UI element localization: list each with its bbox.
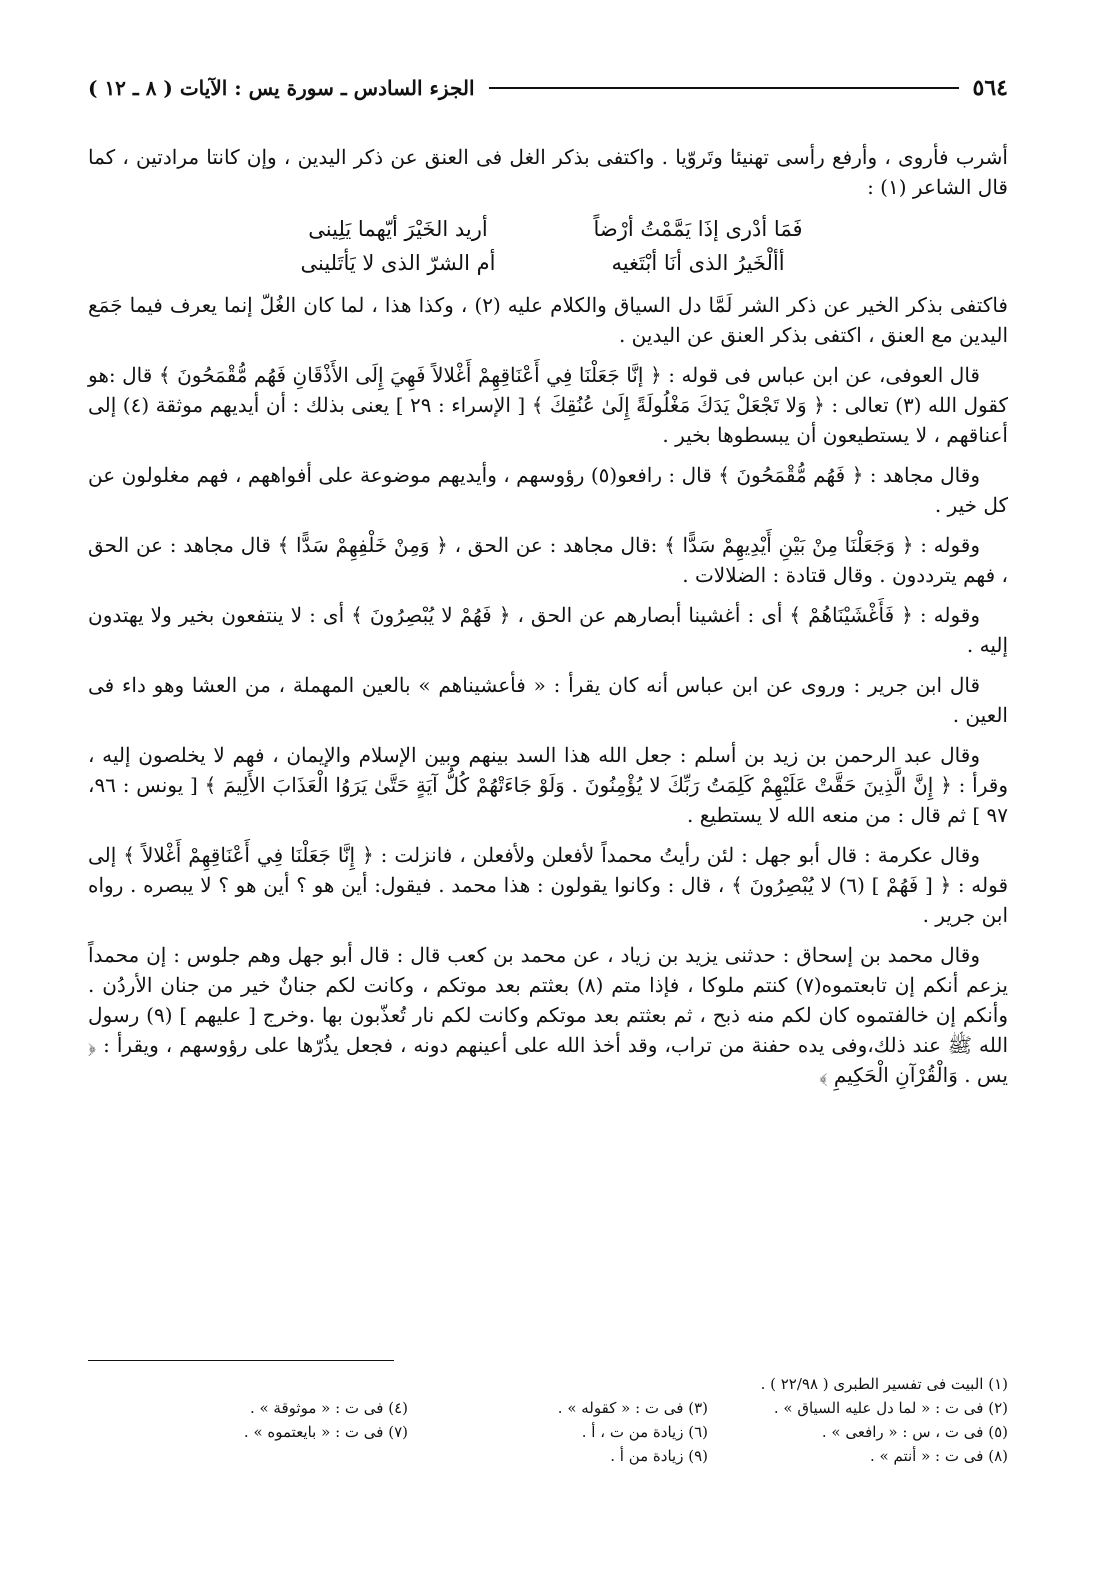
verse-second-hemistich: أريد الخَيْرَ أيّهما يَلِينى bbox=[308, 217, 488, 241]
poem-verse bbox=[88, 246, 1008, 280]
paragraph: وقال عكرمة : قال أبو جهل : لئن رأيتُ محمداً لأفعلن ولأفعلن ، فانزلت : ﴿ إِنَّا جَعَلْنَا فِي أَعْنَاقِهِمْ أَغْلالاً ﴾ إلى قوله : ﴿ [ فَهُمْ ] (٦) لا يُبْصِرُونَ ﴾ ، قال : وكانوا يقولون : هذا محمد . فيقول: أين هو ؟ أين هو ؟ لا يبصره . رواه ابن جرير . bbox=[88, 843, 1009, 927]
paragraph: وقوله : ﴿ فَأَغْشَيْنَاهُمْ ﴾ أى : أغشينا أبصارهم عن الحق ، ﴿ فَهُمْ لا يُبْصِرُونَ ﴾ أى : لا ينتفعون بخير ولا يهتدون إليه . bbox=[88, 603, 1008, 657]
header-rule bbox=[489, 87, 959, 89]
running-title: الجزء السادس ـ سورة يس : الآيات ( ٨ ـ ١٢ ) bbox=[88, 76, 475, 100]
footnote-rule bbox=[88, 1360, 394, 1361]
paragraph: قال العوفى، عن ابن عباس فى قوله : ﴿ إنَّا جَعَلْنَا فِي أَعْنَاقِهِمْ أَغْلالاً فَهِيَ إِلَى الأَذْقَانِ فَهُم مُّقْمَحُونَ ﴾ قال :هو كقول الله (٣) تعالى : ﴿ وَلا تَجْعَلْ يَدَكَ مَغْلُولَةً إِلَىٰ عُنُقِكَ ﴾ [ الإسراء : ٢٩ ] يعنى بذلك : أن أيديهم موثقة (٤) إلى أعناقهم ، لا يستطيعون أن يبسطوها بخير . bbox=[88, 363, 1009, 447]
footnote: (٣) فى ت : « كقوله » . bbox=[557, 1399, 708, 1417]
body-text bbox=[88, 142, 1008, 1090]
footnotes bbox=[88, 1372, 1008, 1468]
paragraph: أشرب فأروى ، وأرفع رأسى تهنيئا وتَروّيا . واكتفى بذكر الغل فى العنق عن ذكر اليدين ، وإن كانتا مرادتين ، كما قال الشاعر (١) : bbox=[88, 145, 1008, 199]
footnote: (٦) زيادة من ت ، أ . bbox=[581, 1423, 708, 1441]
footnote-row bbox=[88, 1372, 1008, 1396]
paragraph: وقال عبد الرحمن بن زيد بن أسلم : جعل الله هذا السد بينهم وبين الإسلام والإيمان ، فهم لا يخلصون إليه ، وقرأ : ﴿ إِنَّ الَّذِينَ حَقَّتْ عَلَيْهِمْ كَلِمَتُ رَبِّكَ لا يُؤْمِنُونَ . وَلَوْ جَاءَتْهُمْ كُلُّ آيَةٍ حَتَّىٰ يَرَوُا الْعَذَابَ الأَلِيمَ ﴾ [ يونس : ٩٦، ٩٧ ] ثم قال : من منعه الله لا يستطيع . bbox=[88, 743, 1008, 827]
footnote-row bbox=[88, 1444, 1008, 1468]
paragraph: قال ابن جرير : وروى عن ابن عباس أنه كان يقرأ : « فأعشيناهم » بالعين المهملة ، من العشا وهو داء فى العين . bbox=[88, 673, 1008, 727]
verse-first-hemistich: أألْخَيرُ الذى أنَا أبْتَغيه bbox=[611, 251, 785, 275]
verse-second-hemistich: أم الشرّ الذى لا يَأتَلينى bbox=[300, 251, 496, 275]
footnote-row bbox=[88, 1420, 1008, 1444]
running-header bbox=[88, 70, 1008, 106]
paragraph: فاكتفى بذكر الخير عن ذكر الشر لَمَّا دل السياق والكلام عليه (٢) ، وكذا هذا ، لما كان الغُلّ إنما يعرف فيما جَمَع اليدين مع العنق ، اكتفى بذكر العنق عن اليدين . bbox=[88, 293, 1008, 347]
paragraph: وقال محمد بن إسحاق : حدثنى يزيد بن زياد ، عن محمد بن كعب قال : قال أبو جهل وهم جلوس : إن محمداً يزعم أنكم إن تابعتموه(٧) كنتم ملوكا ، فإذا متم (٨) بعثتم بعد موتكم ، وكانت لكم جنانٌ خير من جنان الأردُن . وأنكم إن خالفتموه كان لكم منه ذبح ، ثم بعثتم بعد موتكم وكانت لكم نار تُعذّبون بها .وخرج [ عليهم ] (٩) رسول الله ﷺ عند ذلك،وفى يده حفنة من تراب، وقد أخذ الله على أعينهم دونه ، فجعل يذُرّها على رؤوسهم ، ويقرأ : ﴿ يس . وَالْقُرْآنِ الْحَكِيمِ ﴾ bbox=[88, 943, 1008, 1087]
paragraph: وقوله : ﴿ وَجَعَلْنَا مِنْ بَيْنِ أَيْدِيهِمْ سَدًّا ﴾ :قال مجاهد : عن الحق ، ﴿ وَمِنْ خَلْفِهِمْ سَدًّا ﴾ قال مجاهد : عن الحق ، فهم يترددون . وقال قتادة : الضلالات . bbox=[88, 533, 1008, 587]
footnote: (١) البيت فى تفسير الطبرى ( ٢٢/٩٨ ) . bbox=[760, 1375, 1008, 1393]
poem bbox=[88, 212, 1008, 280]
footnote: (٢) فى ت : « لما دل عليه السياق » . bbox=[773, 1399, 1008, 1417]
footnote-row bbox=[88, 1396, 1008, 1420]
poem-verse bbox=[88, 212, 1008, 246]
footnote: (٧) فى ت : « بايعتموه » . bbox=[243, 1423, 408, 1441]
footnote: (٩) زيادة من أ . bbox=[610, 1447, 708, 1465]
paragraph: وقال مجاهد : ﴿ فَهُم مُّقْمَحُونَ ﴾ قال : رافعو(٥) رؤوسهم ، وأيديهم موضوعة على أفواههم ، فهم مغلولون عن كل خير . bbox=[88, 463, 1008, 517]
page bbox=[88, 70, 1008, 1100]
page-number: ٥٦٤ bbox=[972, 75, 1008, 101]
footnote: (٤) فى ت : « موثوقة » . bbox=[249, 1399, 408, 1417]
footnote: (٨) فى ت : « أنتم » . bbox=[870, 1447, 1008, 1465]
verse-first-hemistich: فَمَا أدْرى إذَا يَمَّمْتُ أرْضاً bbox=[593, 217, 803, 241]
footnote: (٥) فى ت ، س : « رافعى » . bbox=[821, 1423, 1008, 1441]
